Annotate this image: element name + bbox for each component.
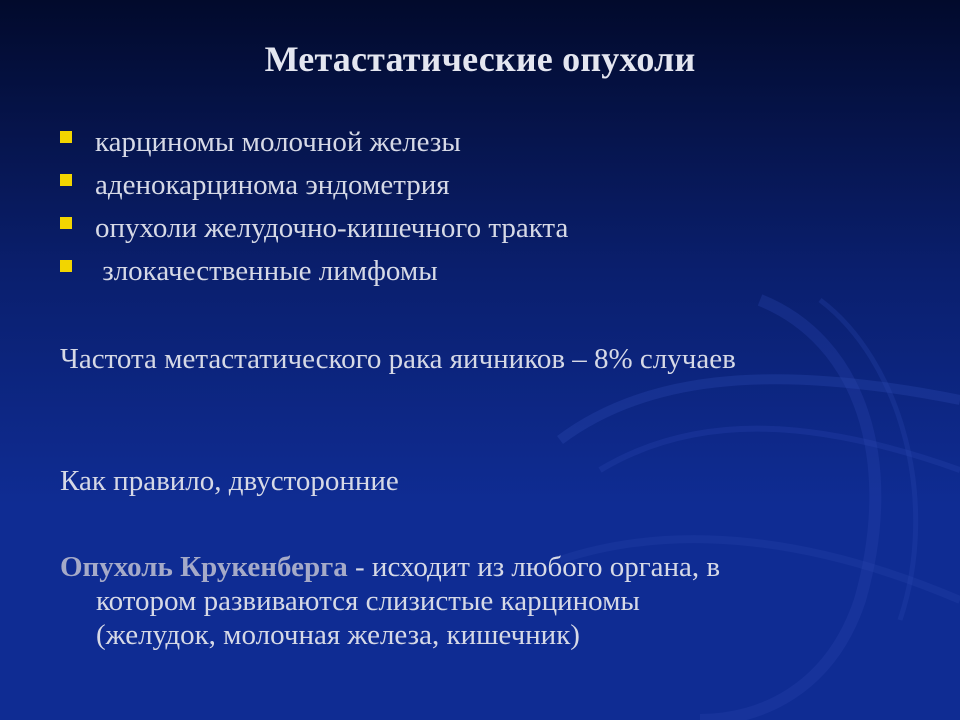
bullet-square-icon [60,174,72,186]
krukenberg-line-3: (желудок, молочная железа, кишечник) [96,619,580,651]
bilateral-paragraph: Как правило, двусторонние [60,465,399,497]
bullet-text: карциномы молочной железы [95,126,461,158]
frequency-paragraph: Частота метастатического рака яичников – 8% случаев [60,343,736,375]
bullet-text: аденокарцинома эндометрия [95,169,450,201]
krukenberg-definition-start: - исходит из любого органа, в [347,551,721,583]
bullet-text: опухоли желудочно-кишечного тракта [95,212,569,244]
bullet-square-icon [60,217,72,229]
bullet-text: злокачественные лимфомы [95,255,438,287]
slide-title: Метастатические опухоли [264,39,696,79]
bullet-square-icon [60,131,72,143]
krukenberg-term: Опухоль Крукенберга [60,551,348,583]
krukenberg-line-2: котором развиваются слизистые карциномы [96,585,640,617]
krukenberg-paragraph [60,550,920,652]
krukenberg-line-1 [60,550,920,584]
bullet-square-icon [60,260,72,272]
